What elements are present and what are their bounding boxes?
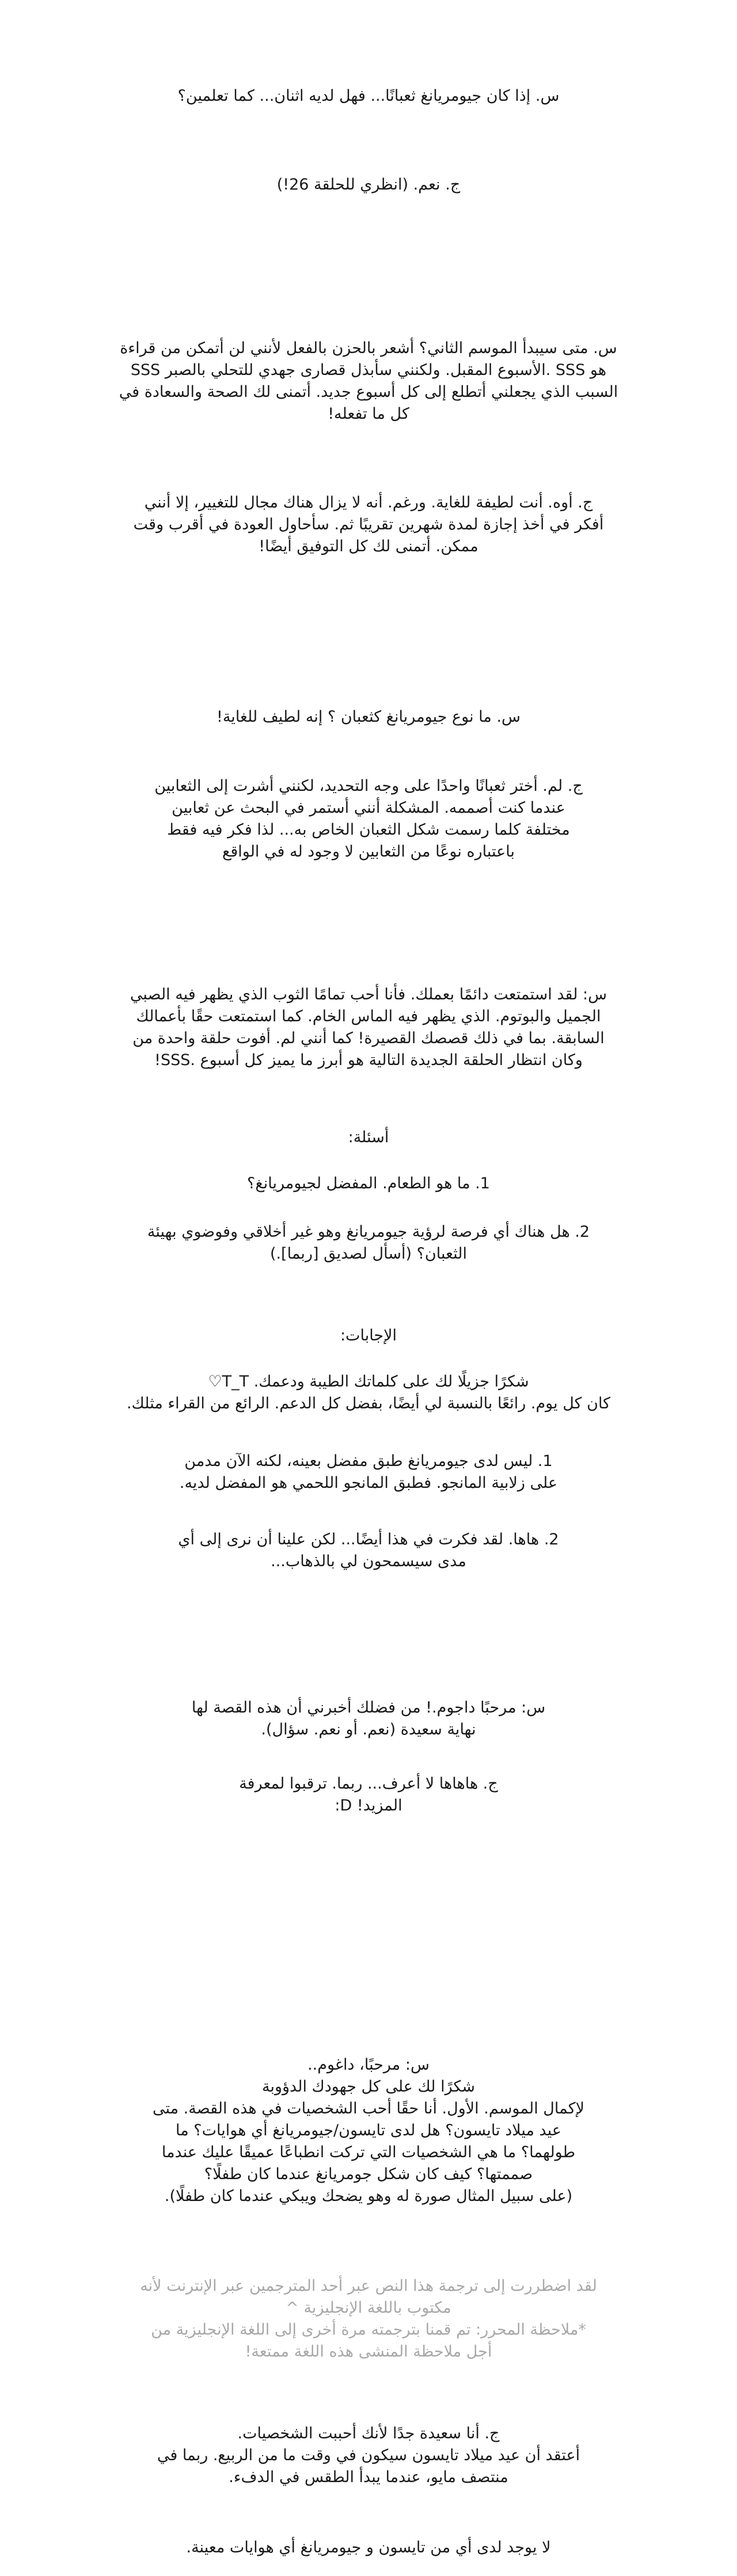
qa-4-question xyxy=(115,984,622,1071)
answer-1: 1. ليس لدى جيومريانغ طبق مفضل بعينه، لكنه الآن مدمن على زلابية المانجو. فطبق المانجو اللحمي هو المفضل لديه. xyxy=(179,1452,558,1492)
answer-text: ج. هاهاها لا أعرف... ربما. ترقبوا لمعرفة المزيد! D: xyxy=(239,1775,498,1814)
qa-6-answer-more: لا يوجد لدى أي من تايسون و جيومريانغ أي هوايات معينة. xyxy=(186,2539,551,2556)
question-text: س: مرحبًا، داغوم.. شكرًا لك على كل جهودك الدؤوبة لإكمال الموسم. الأول. أنا حقًا أحب الشخصيات في هذه القصة. متى عيد ميلاد تايسون؟ هل لدى تايسون/جيومريانغ أي هوايات؟ ما طولهما؟ ما هي الشخصيات التي تركت انطباعًا عميقًا عليك عندما صممتها؟ كيف كان شكل جومريانغ عندما كان طفلًا؟ (على سبيل المثال صورة له وهو يضحك ويبكي عندما كان طفلًا). xyxy=(152,2056,585,2205)
question-text: س. متى سيبدأ الموسم الثاني؟ أشعر بالحزن بالفعل لأنني لن أتمكن من قراءة هو SSS .الأسبوع المقبل. ولكنني سأبذل قصارى جهدي للتحلي بالصبر SSS السبب الذي يجعلني أتطلع إلى كل أسبوع جديد. أتمنى لك الصحة والسعادة في كل ما تفعله! xyxy=(119,339,618,423)
qa-2-question xyxy=(115,338,622,425)
answer-2: 2. هاها. لقد فكرت في هذا أيضًا... لكن علينا أن نرى إلى أي مدى سيسمحون لي بالذهاب... xyxy=(178,1531,559,1570)
qa-5-answer xyxy=(115,1773,622,1817)
answers-heading: الإجابات: xyxy=(340,1327,397,1344)
sub-question-2: 2. هل هناك أي فرصة لرؤية جيومريانغ وهو غير أخلاقي وفوضوي بهيئة الثعبان؟ (أسأل لصديق [ربما].) xyxy=(147,1223,590,1263)
qa-2-answer xyxy=(115,492,622,558)
sub-question-1: 1. ما هو الطعام. المفضل لجيومريانغ؟ xyxy=(247,1175,490,1192)
question-text: س. إذا كان جيومريانغ ثعبانًا... فهل لديه اثنان... كما تعلمين؟ xyxy=(177,87,560,105)
qa-6-question xyxy=(115,2054,622,2207)
qa-3-answer xyxy=(115,775,622,863)
question-text: س: لقد استمتعت دائمًا بعملك. فأنا أحب تمامًا الثوب الذي يظهر فيه الصبي الجميل والبوتوم. الذي يظهر فيه الماس الخام. كما استمتعت حقًا بأعمالك السابقة. بما في ذلك قصصك القصيرة! كما أنني لم. أفوت حلقة واحدة من وكان انتظار الحلقة الجديدة التالية هو أبرز ما يميز كل أسبوع .SSS! xyxy=(130,986,607,1069)
translator-note: لقد اضطررت إلى ترجمة هذا النص عبر أحد المترجمين عبر الإنترنت لأنه مكتوب باللغة الإنجليزية ^ *ملاحظة المحرر: تم قمنا بترجمته مرة أخرى إلى اللغة الإنجليزية من أجل ملاحظة المنشى هذه اللغة ممتعة! xyxy=(140,2277,597,2361)
qa-1-answer xyxy=(115,174,622,196)
answer-text: ج. لم. أختر ثعبانًا واحدًا على وجه التحديد، لكنني أشرت إلى الثعابين عندما كنت أصممه. المشكلة أنني أستمر في البحث عن ثعابين مختلفة كلما رسمت شكل الثعبان الخاص به... لذا فكر فيه فقط باعتباره نوعًا من الثعابين لا وجود له في الواقع xyxy=(154,777,583,861)
qa-6-answer xyxy=(115,2423,622,2488)
answer-text: ج. نعم. (انظري للحلقة 26!) xyxy=(276,176,461,194)
answer-thanks: شكرًا جزيلًا لك على كلماتك الطيبة ودعمك. T_T♡ كان كل يوم. رائعًا بالنسبة لي أيضًا، بفضل كل الدعم. الرائع من القراء مثلك. xyxy=(126,1373,611,1412)
answer-text: ج. أوه. أنت لطيفة للغاية. ورغم. أنه لا يزال هناك مجال للتغيير، إلا أنني أفكر في أخذ إجازة لمدة شهرين تقريبًا ثم. سأحاول العودة في أقرب وقت ممكن. أتمنى لك كل التوفيق أيضًا! xyxy=(133,494,604,555)
qa-1-question xyxy=(115,85,622,107)
questions-heading: أسئلة: xyxy=(348,1128,389,1146)
question-text: س: مرحبًا داجوم.! من فضلك أخبرني أن هذه القصة لها نهاية سعيدة (نعم. أو نعم. سؤال). xyxy=(191,1699,546,1738)
question-text: س. ما نوع جيومريانغ كثعبان ؟ إنه لطيف للغاية! xyxy=(216,708,521,726)
qa-5-question xyxy=(115,1697,622,1741)
qa-3-question xyxy=(115,706,622,728)
answer-text: ج. أنا سعيدة جدًا لأنك أحببت الشخصيات. أعتقد أن عيد ميلاد تايسون سيكون في وقت ما من الربيع. ربما في منتصف مايو، عندما يبدأ الطقس في الدفء. xyxy=(157,2425,580,2486)
